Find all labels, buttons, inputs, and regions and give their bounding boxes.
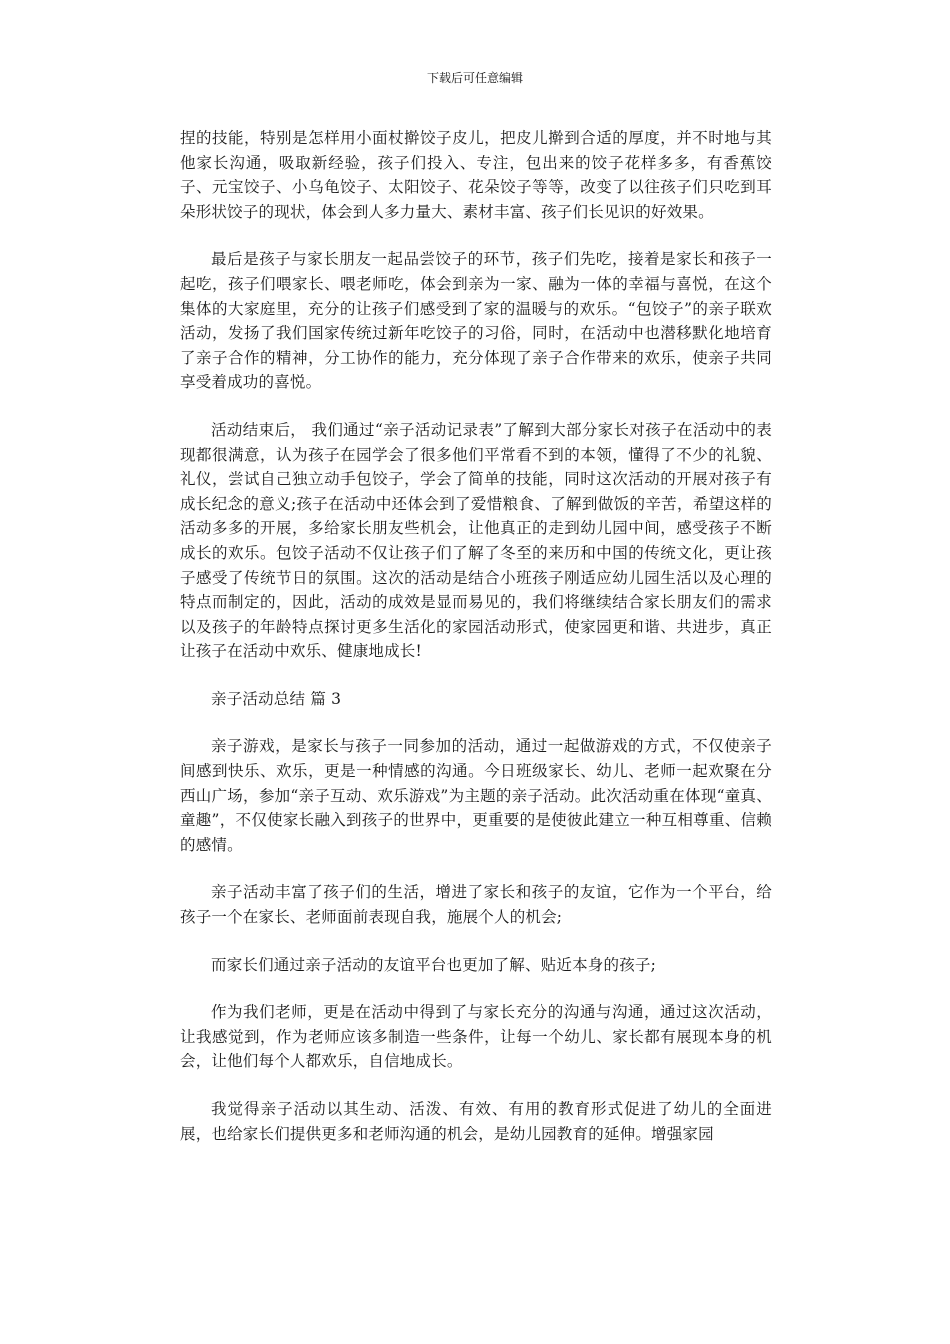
page-header-note: 下载后可任意编辑 bbox=[426, 71, 523, 85]
section-heading: 亲子活动总结 篇 3 bbox=[211, 689, 342, 708]
paragraph-2: 最后是孩子与家长朋友一起品尝饺子的环节，孩子们先吃，接着是家长和孩子一起吃，孩子们喂家长、喂老师吃，体会到亲为一家、融为一体的幸福与喜悦，在这个集体的大家庭里，充分的让孩子们感受到了家的温暖与的欢乐。“包饺子”的亲子联欢活动，发扬了我们国家传统过新年吃饺子的习俗，同时，在活动中也潜移默化地培育了亲子合作的精神，分工协作的能力，充分体现了亲子合作带来的欢乐，使亲子共同享受着成功的喜悦。 bbox=[180, 250, 772, 392]
paragraph-3: 活动结束后， 我们通过“亲子活动记录表”了解到大部分家长对孩子在活动中的表现都很满意，认为孩子在园学会了很多他们平常看不到的本领，懂得了不少的礼貌、礼仪，尝试自己独立动手包饺子，学会了简单的技能，同时这次活动的开展对孩子有成长纪念的意义;孩子在活动中还体会到了爱惜粮食、了解到做饭的辛苦，希望这样的活动多多的开展，多给家长朋友些机会，让他真正的走到幼儿园中间，感受孩子不断成长的欢乐。包饺子活动不仅让孩子们了解了冬至的来历和中国的传统文化，更让孩子感受了传统节日的氛围。这次的活动是结合小班孩子刚适应幼儿园生活以及心理的特点而制定的，因此，活动的成效是显而易见的，我们将继续结合家长朋友们的需求以及孩子的年龄特点探讨更多生活化的家园活动形式，使家园更和谐、共进步，真正让孩子在活动中欢乐、健康地成长! bbox=[180, 420, 772, 661]
paragraph-1: 捏的技能，特别是怎样用小面杖擀饺子皮儿，把皮儿擀到合适的厚度，并不时地与其他家长沟通，吸取新经验，孩子们投入、专注，包出来的饺子花样多多，有香蕉饺子、元宝饺子、小乌龟饺子、太阳饺子、花朵饺子等等，改变了以往孩子们只吃到耳朵形状饺子的现状，体会到人多力量大、素材丰富、孩子们长见识的好效果。 bbox=[180, 129, 772, 221]
paragraph-6: 而家长们通过亲子活动的友谊平台也更加了解、贴近本身的孩子; bbox=[211, 955, 657, 974]
paragraph-7: 作为我们老师，更是在活动中得到了与家长充分的沟通与沟通，通过这次活动，让我感觉到，作为老师应该多制造一些条件，让每一个幼儿、家长都有展现本身的机会，让他们每个人都欢乐，自信地成长。 bbox=[180, 1003, 772, 1071]
paragraph-8: 我觉得亲子活动以其生动、活泼、有效、有用的教育形式促进了幼儿的全面进展，也给家长们提供更多和老师沟通的机会，是幼儿园教育的延伸。增强家园 bbox=[180, 1100, 772, 1143]
document-body bbox=[180, 126, 772, 1169]
paragraph-5: 亲子活动丰富了孩子们的生活，增进了家长和孩子的友谊，它作为一个平台，给孩子一个在家长、老师面前表现自我，施展个人的机会; bbox=[180, 883, 772, 927]
paragraph-4: 亲子游戏，是家长与孩子一同参加的活动，通过一起做游戏的方式，不仅使亲子间感到快乐、欢乐，更是一种情感的沟通。今日班级家长、幼儿、老师一起欢聚在分西山广场，参加“亲子互动、欢乐游戏”为主题的亲子活动。此次活动重在体现“童真、童趣”，不仅使家长融入到孩子的世界中，更重要的是使彼此建立一种互相尊重、信赖的感情。 bbox=[180, 737, 772, 854]
